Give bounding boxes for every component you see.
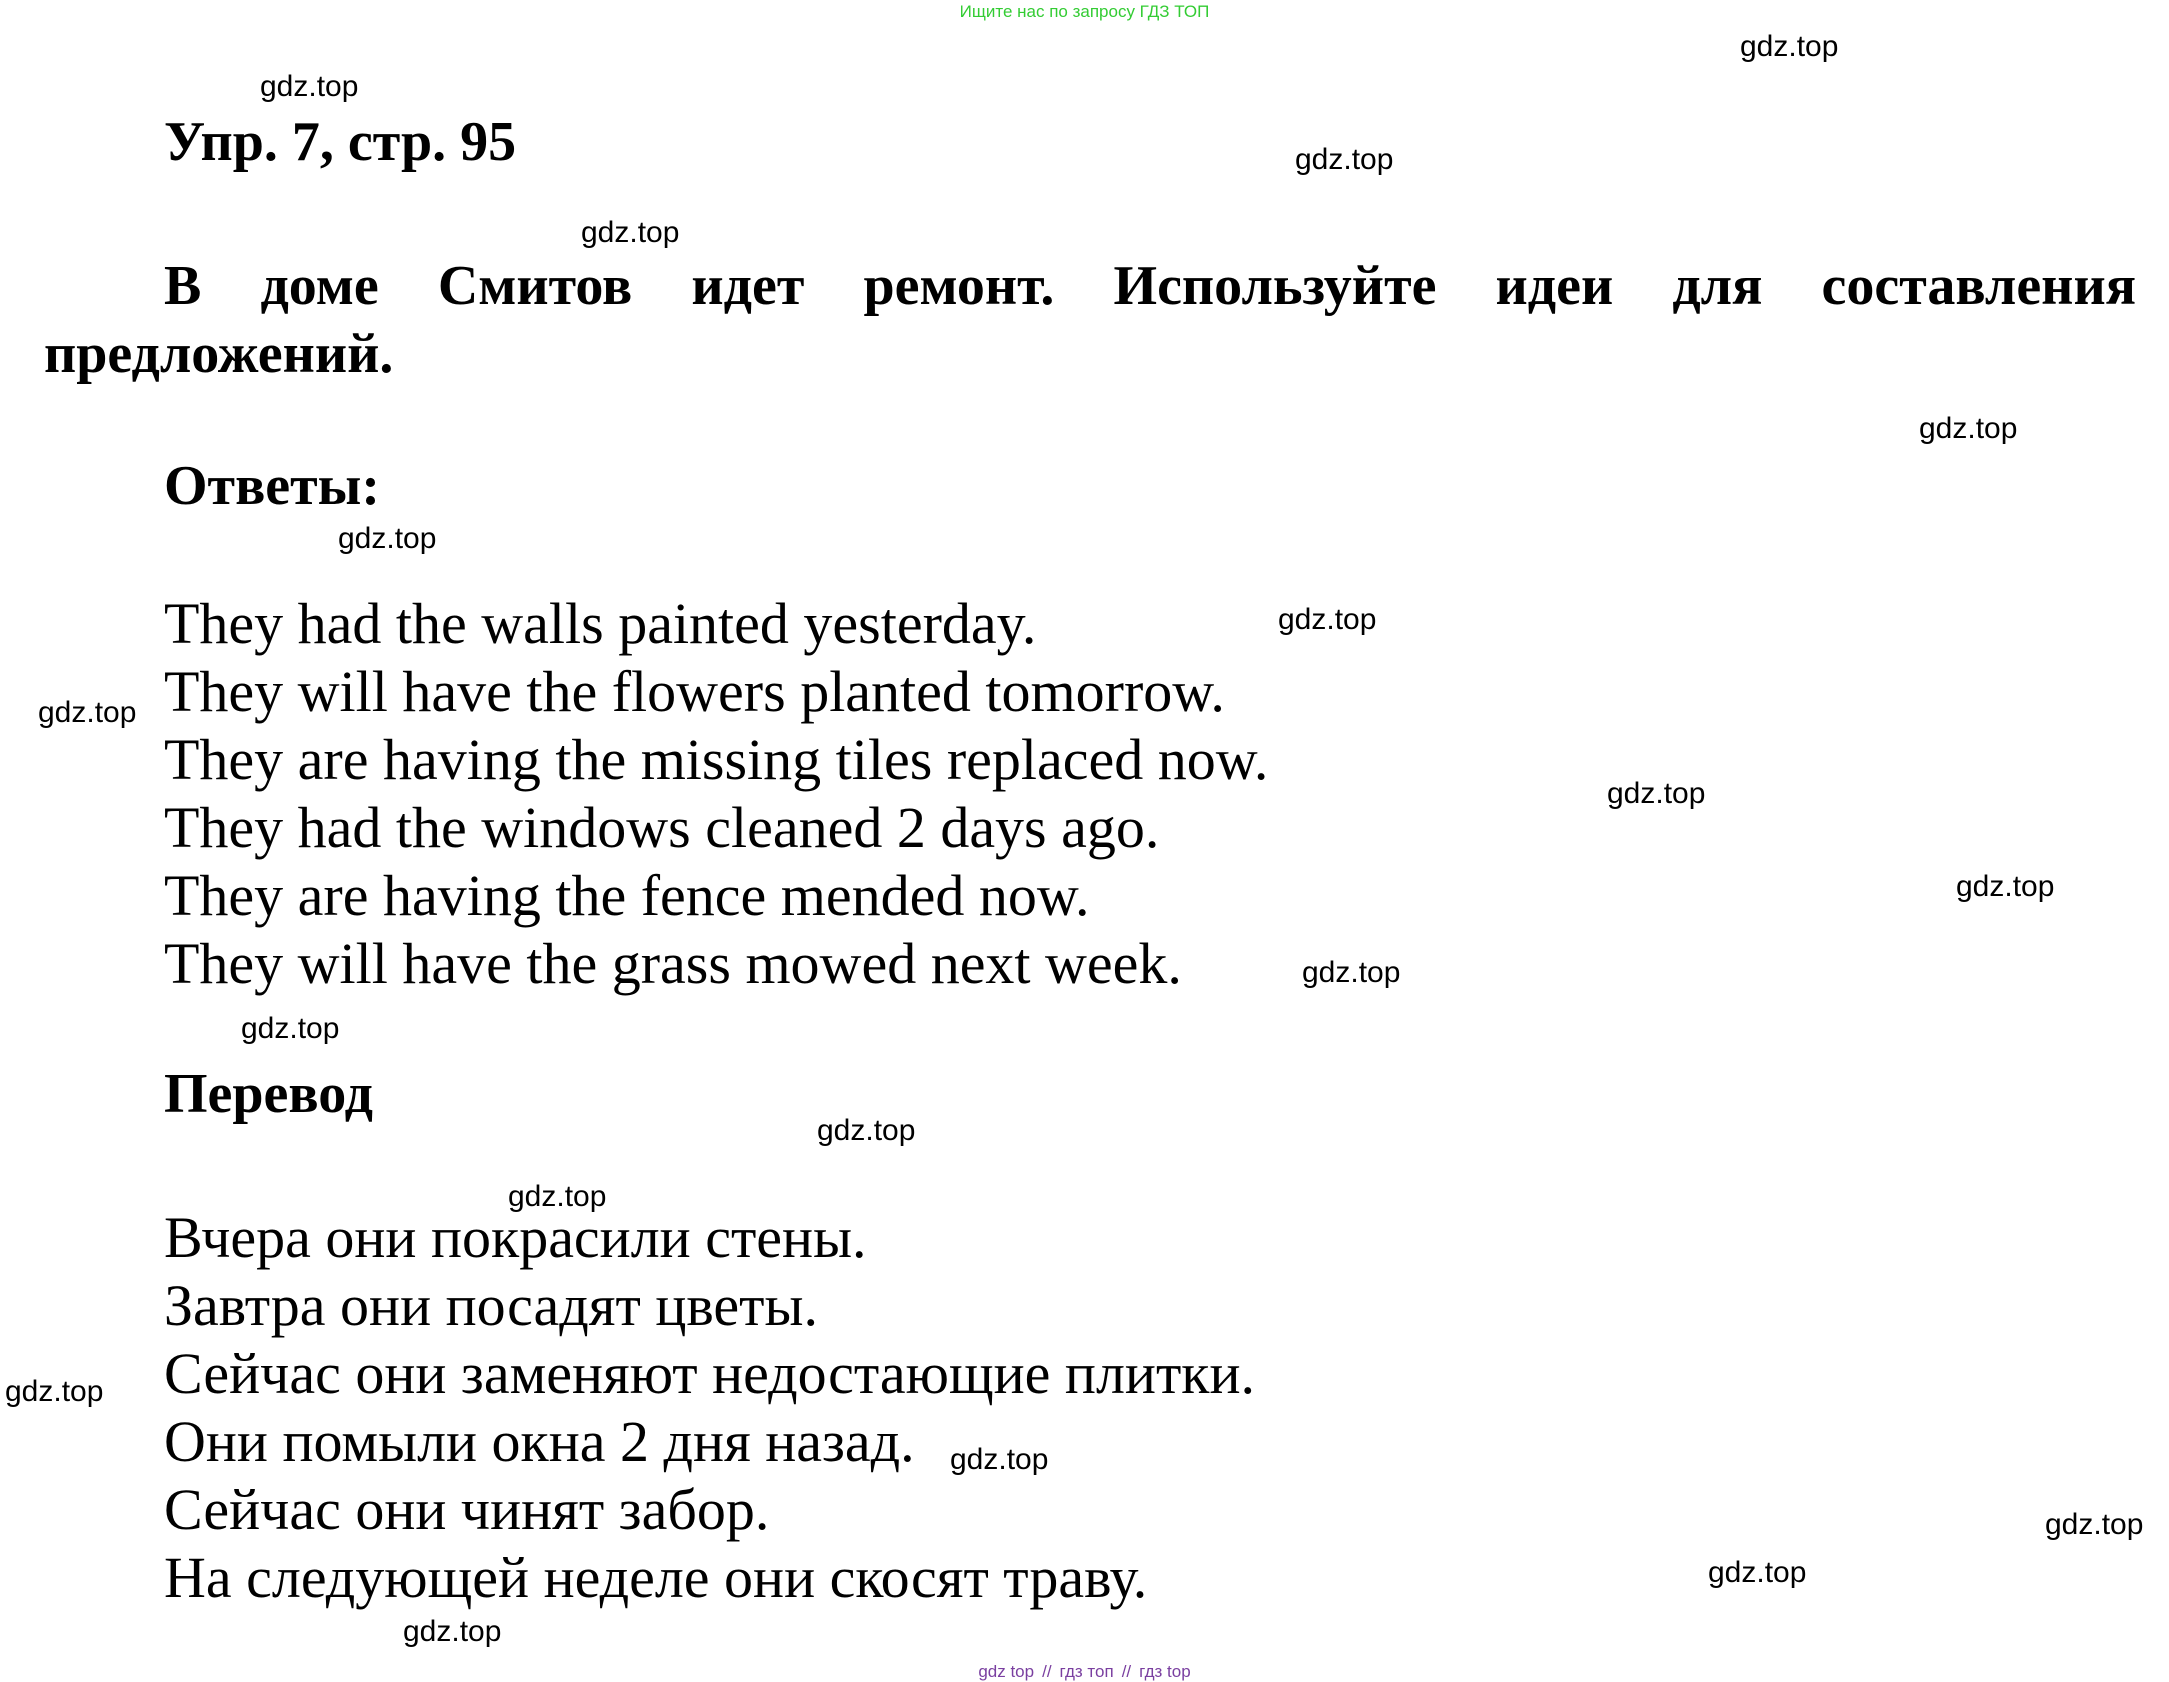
watermark: gdz.top (2045, 1508, 2144, 1541)
translation-line: Вчера они покрасили стены. (164, 1205, 867, 1270)
watermark: gdz.top (403, 1615, 502, 1648)
footer-separator: // (1042, 1662, 1052, 1681)
translation-heading: Перевод (164, 1063, 373, 1125)
watermark: gdz.top (241, 1012, 340, 1045)
watermark: gdz.top (508, 1180, 607, 1213)
watermark: gdz.top (5, 1375, 104, 1408)
watermark: gdz.top (38, 696, 137, 729)
page-title: Упр. 7, стр. 95 (164, 111, 517, 173)
watermark: gdz.top (1740, 30, 1839, 63)
watermark: gdz.top (338, 522, 437, 555)
translation-line: Завтра они посадят цветы. (164, 1273, 818, 1338)
translation-list (164, 1204, 1255, 1612)
translation-line: На следующей неделе они скосят траву. (164, 1545, 1148, 1610)
watermark: gdz.top (1278, 603, 1377, 636)
translation-line: Они помыли окна 2 дня назад. (164, 1409, 915, 1474)
answer-line: They will have the flowers planted tomorrow. (164, 659, 1225, 724)
answers-list (164, 590, 1268, 998)
watermark: gdz.top (817, 1114, 916, 1147)
task-text: В доме Смитов идет ремонт. Используйте идеи для составления предложений. (44, 255, 2136, 385)
footer-link[interactable]: gdz top (978, 1662, 1035, 1681)
answer-line: They will have the grass mowed next week. (164, 931, 1182, 996)
watermark: gdz.top (1919, 412, 2018, 445)
footer-link[interactable]: гдз топ (1059, 1662, 1114, 1681)
watermark: gdz.top (581, 216, 680, 249)
answer-line: They are having the missing tiles replaced now. (164, 727, 1269, 792)
translation-line: Сейчас они чинят забор. (164, 1477, 770, 1542)
answer-line: They had the walls painted yesterday. (164, 591, 1037, 656)
top-banner: Ищите нас по запросу ГДЗ ТОП (959, 2, 1210, 21)
footer-separator: // (1121, 1662, 1132, 1681)
watermark: gdz.top (1607, 777, 1706, 810)
watermark: gdz.top (1708, 1556, 1807, 1589)
watermark: gdz.top (1956, 870, 2055, 903)
footer-links (0, 1662, 2169, 1682)
answer-line: They are having the fence mended now. (164, 863, 1090, 928)
answer-line: They had the windows cleaned 2 days ago. (164, 795, 1160, 860)
answers-heading: Ответы: (164, 455, 381, 517)
watermark: gdz.top (1302, 956, 1401, 989)
footer-link[interactable]: гдз top (1139, 1662, 1191, 1681)
watermark: gdz.top (260, 70, 359, 103)
watermark: gdz.top (1295, 143, 1394, 176)
translation-line: Сейчас они заменяют недостающие плитки. (164, 1341, 1256, 1406)
watermark: gdz.top (950, 1443, 1049, 1476)
